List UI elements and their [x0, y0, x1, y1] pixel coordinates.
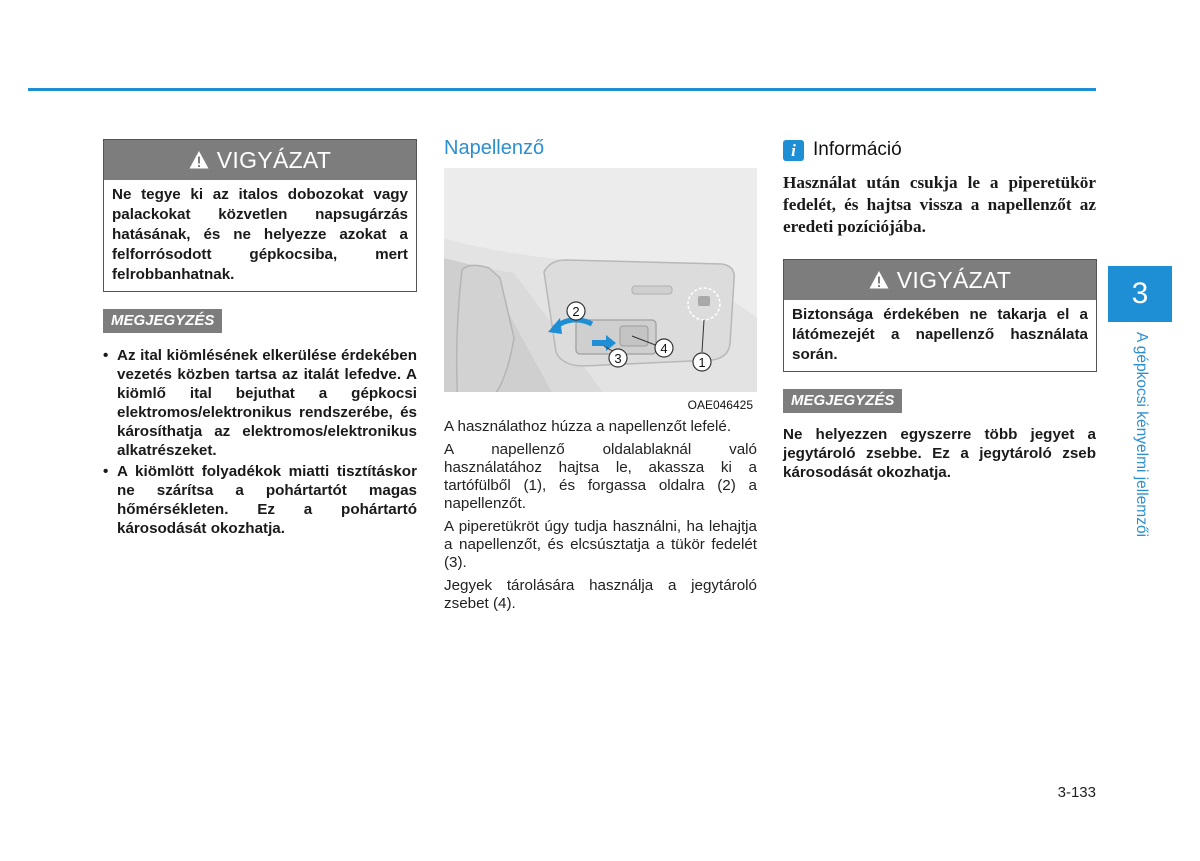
callout-4-label: 4 [660, 341, 668, 356]
caution-title: VIGYÁZAT [896, 266, 1012, 293]
note-label-left: MEGJEGYZÉS [103, 309, 222, 333]
caution-box-right [783, 259, 1097, 372]
info-text: Használat után csukja le a piperetükör fedelét, és hajtsa vissza a napellenzőt az eredeti pozíciójába. [783, 173, 1096, 236]
list-item: • Az ital kiömlésének elkerülése érdekében vezetés közben tartsa az italát lefedve. A kiömlő ital bejuthat a gépkocsi elektromos/elektronikus rendszerébe, és károsíthatja az elektromos/elektronikus alkatrészeket. [103, 346, 417, 460]
top-rule [28, 88, 1096, 91]
chapter-title [1130, 332, 1152, 572]
sun-visor-drawing [444, 168, 757, 414]
callout-2-label: 2 [572, 304, 580, 319]
info-icon: i [783, 140, 804, 161]
caution-title: VIGYÁZAT [216, 146, 332, 173]
callout-3-label: 3 [614, 351, 622, 366]
sun-visor-instructions [444, 418, 757, 618]
section-heading: Napellenző [444, 137, 545, 159]
chapter-title-text: A gépkocsi kényelmi jellemzői [1133, 332, 1150, 538]
callout-1-label: 1 [698, 355, 706, 370]
note-bullet-list [103, 346, 417, 538]
info-title: Információ [813, 139, 902, 160]
paragraph: A napellenző oldalablaknál való használatához hajtsa le, akassza ki a tartófülből (1), és forgassa oldalra (2) a napellenzőt. [444, 441, 757, 512]
paragraph: Jegyek tárolására használja a jegytároló zsebet (4). [444, 577, 757, 612]
info-heading [783, 139, 902, 161]
note-text: Ne helyezzen egyszerre több jegyet a jegytároló zsebbe. Ez a jegytároló zseb károsodását okozhatja. [783, 426, 1096, 481]
caution-box-left [103, 139, 417, 292]
caution-text: Biztonsága érdekében ne takarja el a látómezejét a napellenző használata során. [792, 306, 1088, 363]
page-number: 3-133 [1057, 784, 1096, 801]
warning-icon [189, 150, 209, 170]
note-label-right: MEGJEGYZÉS [783, 389, 902, 413]
warning-icon [869, 270, 889, 290]
chapter-number-tab: 3 [1108, 266, 1172, 322]
paragraph: A piperetükröt úgy tudja használni, ha lehajtja a napellenzőt, és elcsúsztatja a tükör fedelét (3). [444, 518, 757, 571]
caution-header [784, 260, 1096, 300]
list-item: • A kiömlött folyadékok miatti tisztításkor ne szárítsa a pohártartót magas hőmérsékleten. Ez a pohártartó károsodását okozhatja. [103, 462, 417, 538]
caution-header [104, 140, 416, 180]
caution-text: Ne tegye ki az italos dobozokat vagy palackokat közvetlen napsugárzás hatásának, és ne helyezze azokat a felforrósodott gépkocsiba, mert felrobbanhatnak. [112, 186, 408, 283]
sun-visor-illustration [444, 168, 757, 414]
figure-code: OAE046425 [687, 398, 753, 412]
paragraph: A használathoz húzza a napellenzőt lefelé. [444, 418, 732, 435]
